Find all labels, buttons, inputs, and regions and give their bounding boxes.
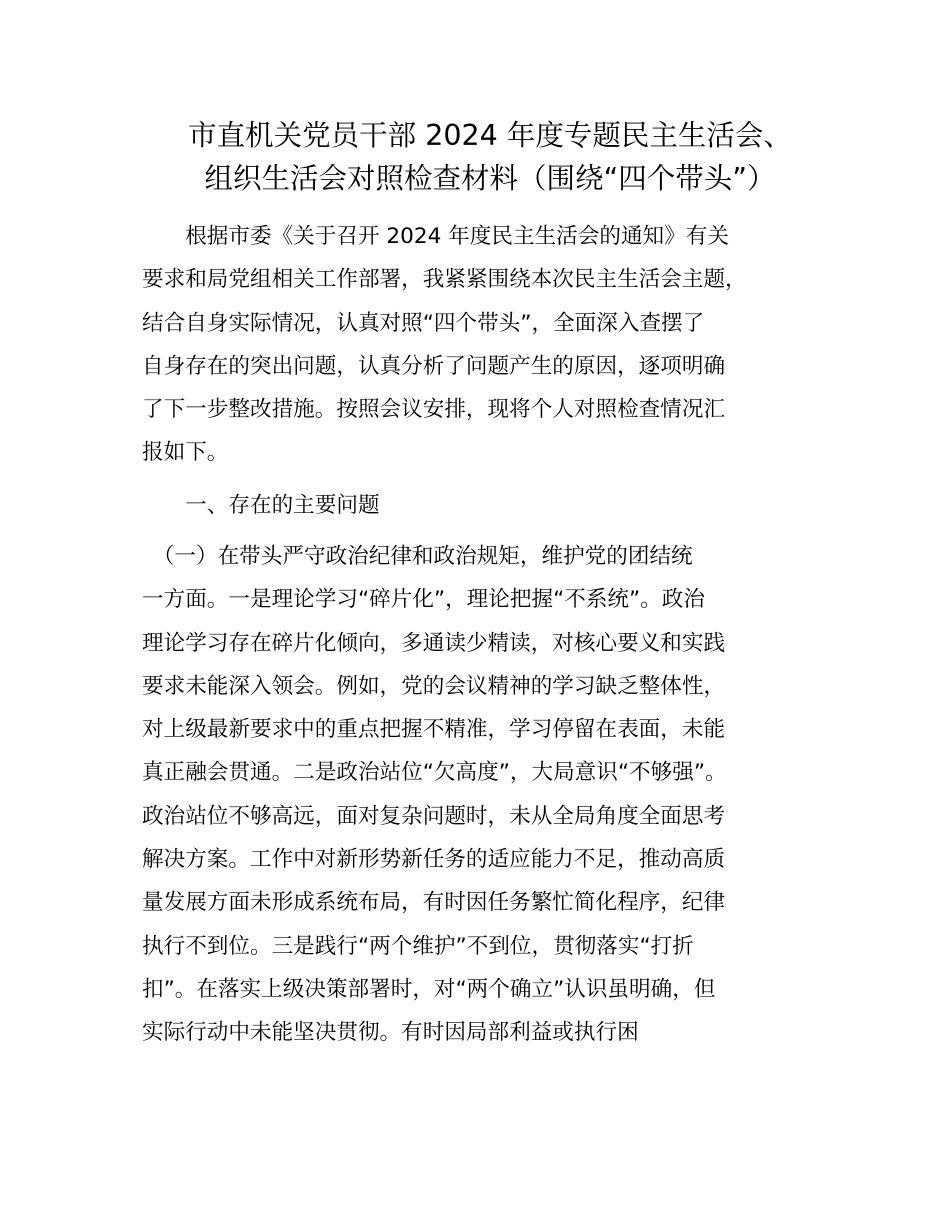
text-line: 执行不到位。三是践行“两个维护”不到位，贯彻落实“打折 (142, 933, 694, 959)
text-line: 对上级最新要求中的重点把握不精准，学习停留在表面，未能 (142, 717, 726, 743)
issue-paragraph-1 (142, 535, 832, 1055)
intro-paragraph (142, 215, 832, 475)
text-line: （一）在带头严守政治纪律和政治规矩，维护党的团结统 (142, 544, 693, 569)
text-line: 自身存在的突出问题，认真分析了问题产生的原因，逐项明确 (142, 353, 726, 379)
document-title (140, 114, 840, 200)
section-heading-text: 一、存在的主要问题 (142, 493, 380, 518)
text-line: 政治站位不够高远，面对复杂问题时，未从全局角度全面思考 (142, 803, 726, 829)
text-line: 理论学习存在碎片化倾向，多通读少精读，对核心要义和实践 (142, 630, 726, 656)
text-line: 一方面。一是理论学习“碎片化”，理论把握“不系统”。政治 (142, 587, 705, 613)
text-line: 扣”。在落实上级决策部署时，对“两个确立”认识虽明确，但 (142, 976, 716, 1002)
text-line: 要求未能深入领会。例如，党的会议精神的学习缺乏整体性， (142, 673, 726, 699)
text-line: 了下一步整改措施。按照会议安排，现将个人对照检查情况汇 (142, 397, 726, 423)
text-line: 量发展方面未形成系统布局，有时因任务繁忙简化程序，纪律 (142, 890, 726, 916)
text-line: 真正融会贯通。二是政治站位“欠高度”，大局意识“不够强”。 (142, 760, 727, 786)
text-line: 根据市委《关于召开 2024 年度民主生活会的通知》有关 (142, 224, 729, 249)
text-line: 实际行动中未能坚决贯彻。有时因局部利益或执行困 (142, 1020, 639, 1046)
text-line: 要求和局党组相关工作部署，我紧紧围绕本次民主生活会主题， (142, 267, 747, 293)
title-line-2: 组织生活会对照检查材料（围绕“四个带头”） (204, 162, 776, 195)
text-line: 报如下。 (142, 440, 229, 466)
text-line: 解决方案。工作中对新形势新任务的适应能力不足，推动高质 (142, 847, 726, 873)
section-heading (142, 484, 832, 527)
title-line-1: 市直机关党员干部 2024 年度专题民主生活会、 (188, 119, 792, 152)
text-line: 结合自身实际情况，认真对照“四个带头”，全面深入查摆了 (142, 310, 705, 336)
